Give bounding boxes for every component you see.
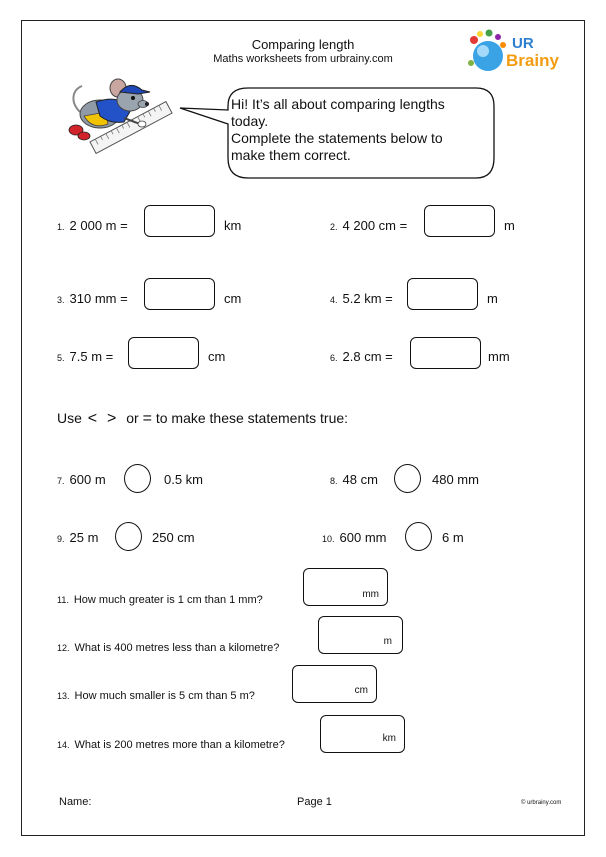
question-10 <box>322 530 386 545</box>
logo-bottom-text: Brainy <box>506 51 559 70</box>
unit-label: cm <box>224 291 242 306</box>
question-number: 1. <box>57 222 65 232</box>
answer-box-1[interactable] <box>144 205 215 237</box>
question-number: 10. <box>322 534 335 544</box>
answer-box-14[interactable] <box>320 715 405 753</box>
question-number: 8. <box>330 476 338 486</box>
mouse-ruler-illustration <box>66 72 178 168</box>
logo-top-text: UR <box>512 35 534 52</box>
comparison-left: 600 m <box>69 472 106 487</box>
question-number: 2. <box>330 222 338 232</box>
answer-unit: cm <box>354 685 368 696</box>
question-12 <box>57 642 279 654</box>
page-subtitle: Maths worksheets from urbrainy.com <box>213 53 393 65</box>
question-9 <box>57 530 98 545</box>
comparison-left: 600 mm <box>339 530 387 545</box>
greater-than-symbol: > <box>107 410 117 427</box>
question-text: 7.5 m = <box>69 349 114 364</box>
comparison-right: 0.5 km <box>164 472 204 487</box>
answer-box-6[interactable] <box>410 337 481 369</box>
question-number: 14. <box>57 740 70 750</box>
unit-label: m <box>504 218 515 233</box>
comparison-instruction <box>57 410 348 428</box>
instruction-suffix: to make these statements true: <box>155 410 349 426</box>
question-number: 6. <box>330 353 338 363</box>
question-7 <box>57 472 106 487</box>
question-text: 310 mm = <box>69 291 128 306</box>
question-1 <box>57 218 128 233</box>
instruction-prefix: Use <box>57 410 82 426</box>
answer-box-2[interactable] <box>424 205 495 237</box>
speech-line: Hi! It’s all about comparing lengths <box>231 96 445 112</box>
speech-line: Complete the statements below to <box>231 130 443 146</box>
question-number: 9. <box>57 534 65 544</box>
page-number: Page 1 <box>297 796 332 808</box>
equals-symbol: = <box>142 410 152 427</box>
question-number: 4. <box>330 295 338 305</box>
unit-label: mm <box>488 349 510 364</box>
name-label: Name: <box>59 796 92 808</box>
copyright: © urbrainy.com <box>521 800 562 806</box>
less-than-symbol: < <box>87 410 98 427</box>
answer-box-13[interactable] <box>292 665 377 703</box>
question-number: 7. <box>57 476 65 486</box>
question-number: 13. <box>57 691 70 701</box>
question-text: 4 200 cm = <box>342 218 408 233</box>
comparison-circle-10[interactable] <box>405 522 432 551</box>
page-title: Comparing length <box>251 37 355 52</box>
question-text: 5.2 km = <box>342 291 393 306</box>
question-text: What is 200 metres more than a kilometre? <box>74 739 285 751</box>
answer-box-4[interactable] <box>407 278 478 310</box>
speech-line: today. <box>231 113 269 129</box>
urbrainy-logo <box>466 28 578 78</box>
question-2 <box>330 218 407 233</box>
answer-box-11[interactable] <box>303 568 388 606</box>
question-4 <box>330 291 393 306</box>
question-number: 3. <box>57 295 65 305</box>
speech-line: make them correct. <box>231 147 351 163</box>
question-text: How much smaller is 5 cm than 5 m? <box>74 690 255 702</box>
comparison-right: 250 cm <box>152 530 195 545</box>
answer-unit: m <box>383 636 392 647</box>
instruction-or: or <box>126 410 139 426</box>
comparison-right: 480 mm <box>432 472 479 487</box>
question-6 <box>330 349 393 364</box>
answer-box-3[interactable] <box>144 278 215 310</box>
question-3 <box>57 291 128 306</box>
comparison-right: 6 m <box>442 530 464 545</box>
question-number: 12. <box>57 643 70 653</box>
question-text: 2.8 cm = <box>342 349 393 364</box>
comparison-left: 25 m <box>69 530 99 545</box>
answer-unit: mm <box>362 589 379 600</box>
answer-unit: km <box>382 733 396 744</box>
comparison-left: 48 cm <box>342 472 378 487</box>
unit-label: m <box>487 291 498 306</box>
question-text: How much greater is 1 cm than 1 mm? <box>73 594 263 606</box>
answer-box-5[interactable] <box>128 337 199 369</box>
question-text: 2 000 m = <box>69 218 128 233</box>
question-13 <box>57 690 255 702</box>
question-14 <box>57 739 285 751</box>
question-text: What is 400 metres less than a kilometre? <box>74 642 280 654</box>
answer-box-12[interactable] <box>318 616 403 654</box>
unit-label: km <box>224 218 242 233</box>
comparison-circle-8[interactable] <box>394 464 421 493</box>
question-5 <box>57 349 113 364</box>
question-number: 5. <box>57 353 65 363</box>
question-8 <box>330 472 378 487</box>
question-number: 11. <box>57 595 69 605</box>
comparison-circle-7[interactable] <box>124 464 151 493</box>
unit-label: cm <box>208 349 226 364</box>
speech-bubble-text <box>231 96 491 164</box>
comparison-circle-9[interactable] <box>115 522 142 551</box>
question-11 <box>57 594 263 606</box>
